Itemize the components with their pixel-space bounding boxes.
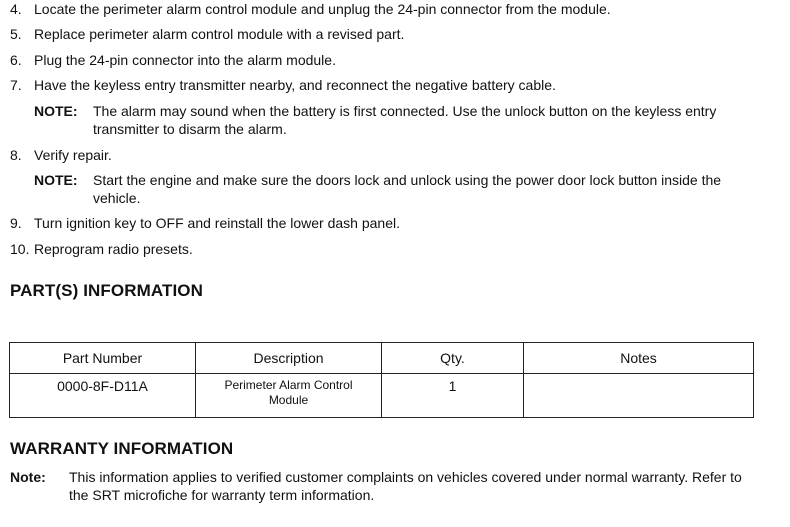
step-number: 6. bbox=[10, 52, 22, 68]
table-row bbox=[10, 374, 754, 418]
step-text: Have the keyless entry transmitter nearby, and reconnect the negative battery cable. bbox=[34, 77, 556, 93]
step-text: Verify repair. bbox=[34, 147, 112, 163]
table-header-row bbox=[10, 343, 754, 374]
step-5 bbox=[10, 25, 404, 43]
step-number: 9. bbox=[10, 215, 22, 231]
note-battery bbox=[34, 102, 754, 138]
notes-cell bbox=[524, 374, 754, 418]
warranty-heading: WARRANTY INFORMATION bbox=[10, 439, 234, 458]
part-number-cell: 0000-8F-D11A bbox=[10, 374, 196, 418]
note-text: Start the engine and make sure the doors lock and unlock using the power door lock button inside the vehicle. bbox=[93, 172, 722, 206]
step-number: 10. bbox=[10, 241, 30, 257]
step-9 bbox=[10, 214, 400, 232]
description-text: Perimeter Alarm Control Module bbox=[224, 378, 353, 407]
note-verify bbox=[34, 171, 754, 207]
step-10 bbox=[10, 240, 193, 258]
step-4 bbox=[10, 0, 611, 18]
note-label: NOTE: bbox=[34, 103, 78, 119]
step-number: 8. bbox=[10, 147, 22, 163]
step-7 bbox=[10, 76, 556, 94]
column-header: Part Number bbox=[10, 343, 196, 374]
note-label: NOTE: bbox=[34, 172, 78, 188]
warranty-note bbox=[10, 468, 770, 504]
qty-cell: 1 bbox=[382, 374, 524, 418]
step-text: Reprogram radio presets. bbox=[34, 241, 193, 257]
step-number: 4. bbox=[10, 1, 22, 17]
step-text: Turn ignition key to OFF and reinstall the lower dash panel. bbox=[34, 215, 401, 231]
parts-heading: PART(S) INFORMATION bbox=[10, 281, 203, 300]
column-header: Notes bbox=[524, 343, 754, 374]
warranty-note-label: Note: bbox=[10, 469, 46, 485]
note-text: The alarm may sound when the battery is first connected. Use the unlock button on the keyless entry transmitter to disarm the alarm. bbox=[93, 103, 717, 137]
step-text: Replace perimeter alarm control module with a revised part. bbox=[34, 26, 405, 42]
parts-table bbox=[9, 342, 754, 418]
column-header: Description bbox=[196, 343, 382, 374]
warranty-note-text: This information applies to verified customer complaints on vehicles covered under normal warranty. Refer to the SRT microfiche for warranty term information. bbox=[69, 469, 742, 503]
step-number: 7. bbox=[10, 77, 22, 93]
column-header: Qty. bbox=[382, 343, 524, 374]
step-8 bbox=[10, 146, 112, 164]
step-6 bbox=[10, 51, 336, 69]
step-number: 5. bbox=[10, 26, 22, 42]
description-cell bbox=[196, 374, 382, 418]
step-text: Locate the perimeter alarm control module and unplug the 24-pin connector from the module. bbox=[34, 1, 611, 17]
step-text: Plug the 24-pin connector into the alarm module. bbox=[34, 52, 336, 68]
